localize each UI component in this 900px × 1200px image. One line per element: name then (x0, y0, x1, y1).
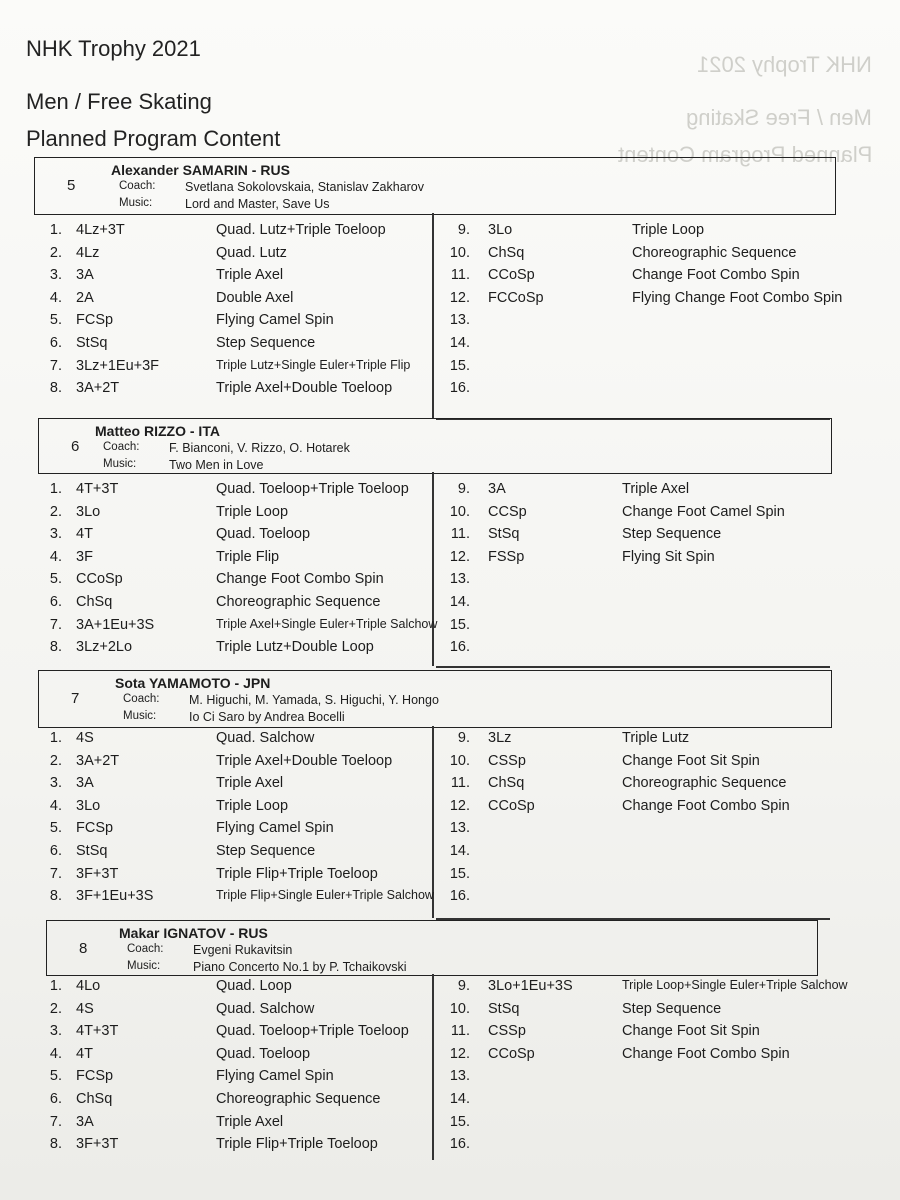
element-number: 15. (449, 1113, 470, 1130)
element-number: 1. (49, 978, 62, 994)
element-description: Quad. Toeloop+Triple Toeloop (216, 1023, 409, 1040)
element-number: 5. (49, 312, 62, 329)
element-code: FCSp (76, 312, 114, 329)
element-number: 10. (449, 503, 470, 520)
element-description: Triple Axel+Double Toeloop (216, 752, 393, 769)
element-number: 2. (49, 752, 62, 769)
element-number: 11. (450, 267, 470, 284)
element-number: 8. (49, 639, 62, 656)
element-number: 16. (449, 380, 470, 397)
element-number: 6. (49, 335, 62, 351)
element-description: Flying Camel Spin (216, 312, 334, 329)
element-number: 4. (49, 1045, 62, 1062)
element-description: Step Sequence (216, 335, 316, 351)
element-number: 16. (449, 888, 470, 905)
element-code: 3Lo (488, 222, 513, 238)
element-code: 3A+2T (76, 752, 120, 769)
element-code: FCSp (76, 1068, 114, 1085)
element-number: 6. (49, 843, 62, 859)
element-number: 16. (449, 639, 470, 656)
element-number: 12. (449, 1045, 470, 1062)
element-code: 4T+3T (76, 1023, 119, 1040)
music-label: Music: (103, 458, 137, 470)
element-number: 14. (449, 594, 470, 610)
element-code: CCoSp (488, 1045, 535, 1062)
column-divider (432, 213, 434, 418)
element-code: CCoSp (488, 267, 535, 284)
coach-value: M. Higuchi, M. Yamada, S. Higuchi, Y. Hongo (189, 693, 439, 707)
element-number: 5. (49, 571, 62, 588)
element-description: Change Foot Camel Spin (622, 503, 785, 520)
element-code: 3A (488, 481, 506, 497)
music-label: Music: (119, 197, 153, 209)
skater-name: Alexander SAMARIN - RUS (111, 162, 290, 178)
element-number: 11. (450, 775, 470, 792)
element-description: Choreographic Sequence (632, 244, 797, 261)
element-code: ChSq (76, 1091, 113, 1107)
element-code: StSq (76, 335, 108, 351)
element-description: Triple Axel (622, 481, 690, 497)
element-description: Triple Axel (216, 1113, 284, 1130)
element-code: FCCoSp (488, 289, 544, 306)
element-description: Triple Lutz+Double Loop (216, 639, 374, 656)
category-title: Men / Free Skating (26, 89, 212, 114)
music-value: Two Men in Love (169, 458, 264, 472)
section-divider (436, 666, 830, 668)
coach-label: Coach: (103, 441, 140, 453)
music-value: Lord and Master, Save Us (185, 197, 330, 211)
element-number: 10. (449, 1000, 470, 1017)
element-number: 2. (49, 244, 62, 261)
coach-value: Evgeni Rukavitsin (193, 943, 293, 957)
element-code: CCSp (488, 503, 527, 520)
element-code: 3A+1Eu+3S (76, 616, 155, 633)
bleed-through-text: NHK Trophy 2021 (697, 52, 872, 77)
coach-value: F. Bianconi, V. Rizzo, O. Hotarek (169, 441, 350, 455)
element-number: 9. (457, 730, 470, 746)
element-description: Quad. Lutz+Triple Toeloop (216, 222, 386, 238)
element-number: 13. (449, 1068, 470, 1085)
element-code: 4S (76, 1000, 94, 1017)
element-description: Step Sequence (622, 1000, 722, 1017)
element-code: 3Lz (488, 730, 512, 746)
element-code: 4Lo (76, 978, 101, 994)
music-label: Music: (127, 960, 161, 972)
element-number: 3. (49, 267, 62, 284)
element-number: 4. (49, 797, 62, 814)
start-number: 8 (79, 940, 88, 957)
element-description: Triple Flip+Single Euler+Triple Salchow (216, 888, 434, 903)
element-description: Triple Loop (216, 503, 289, 520)
element-number: 11. (450, 1023, 470, 1040)
element-description: Quad. Salchow (216, 730, 315, 746)
element-number: 13. (449, 820, 470, 837)
event-title: NHK Trophy 2021 (26, 36, 201, 61)
element-number: 7. (49, 616, 62, 633)
element-description: Triple Axel+Double Toeloop (216, 380, 393, 397)
element-description: Quad. Toeloop (216, 1045, 311, 1062)
coach-label: Coach: (119, 180, 156, 192)
element-description: Change Foot Combo Spin (632, 267, 800, 284)
skater-header-box (34, 157, 836, 215)
element-code: 3A (76, 775, 94, 792)
element-code: 3Lo+1Eu+3S (488, 978, 573, 994)
element-code: 3A (76, 267, 94, 284)
element-code: ChSq (488, 244, 525, 261)
element-code: 3A+2T (76, 380, 120, 397)
element-code: CCoSp (76, 571, 123, 588)
element-code: 3Lz+2Lo (76, 639, 133, 656)
element-code: 3F+1Eu+3S (76, 888, 154, 905)
element-description: Change Foot Combo Spin (216, 571, 384, 588)
coach-value: Svetlana Sokolovskaia, Stanislav Zakharov (185, 180, 425, 194)
element-code: StSq (488, 526, 520, 543)
element-code: 4Lz+3T (76, 222, 125, 238)
element-number: 8. (49, 380, 62, 397)
element-number: 3. (49, 526, 62, 543)
element-description: Choreographic Sequence (216, 594, 381, 610)
element-code: ChSq (76, 594, 113, 610)
element-number: 14. (449, 1091, 470, 1107)
element-number: 8. (49, 1136, 62, 1153)
element-number: 16. (449, 1136, 470, 1153)
element-code: 4T (76, 526, 93, 543)
element-number: 1. (49, 481, 62, 497)
element-code: 3F (76, 548, 93, 565)
element-number: 13. (449, 312, 470, 329)
element-description: Flying Sit Spin (622, 548, 715, 565)
element-code: ChSq (488, 775, 525, 792)
element-description: Triple Loop+Single Euler+Triple Salchow (622, 978, 848, 992)
element-number: 2. (49, 503, 62, 520)
element-number: 6. (49, 1091, 62, 1107)
element-description: Triple Axel (216, 775, 284, 792)
element-number: 1. (49, 730, 62, 746)
element-description: Flying Camel Spin (216, 820, 334, 837)
element-code: CSSp (488, 752, 526, 769)
element-code: 3A (76, 1113, 94, 1130)
music-value: Io Ci Saro by Andrea Bocelli (189, 710, 345, 724)
start-number: 5 (67, 177, 76, 194)
element-number: 12. (449, 289, 470, 306)
element-description: Triple Flip+Triple Toeloop (216, 865, 378, 882)
element-number: 11. (450, 526, 470, 543)
bleed-through-text: Men / Free Skating (686, 105, 872, 130)
element-number: 3. (49, 1023, 62, 1040)
element-number: 1. (49, 222, 62, 238)
document-title: Planned Program Content (26, 126, 281, 151)
column-divider (432, 472, 434, 666)
element-description: Triple Lutz+Single Euler+Triple Flip (216, 357, 411, 372)
element-number: 4. (49, 548, 62, 565)
column-divider (432, 974, 434, 1160)
element-description: Triple Lutz (622, 730, 690, 746)
skater-header-box (38, 418, 832, 474)
element-description: Triple Loop (632, 222, 705, 238)
element-description: Quad. Salchow (216, 1000, 315, 1017)
element-description: Triple Flip (216, 548, 280, 565)
element-number: 10. (449, 752, 470, 769)
skater-header-box (46, 920, 818, 976)
element-description: Triple Loop (216, 797, 289, 814)
element-code: 3F+3T (76, 865, 119, 882)
element-number: 14. (449, 843, 470, 859)
element-code: 3Lz+1Eu+3F (76, 357, 160, 374)
element-description: Flying Camel Spin (216, 1068, 334, 1085)
element-description: Step Sequence (216, 843, 316, 859)
element-number: 5. (49, 820, 62, 837)
music-label: Music: (123, 710, 157, 722)
element-code: FCSp (76, 820, 114, 837)
element-code: CCoSp (488, 797, 535, 814)
start-number: 7 (71, 690, 80, 707)
element-description: Double Axel (216, 289, 294, 306)
element-description: Quad. Loop (216, 978, 292, 994)
element-code: StSq (488, 1000, 520, 1017)
element-description: Change Foot Sit Spin (622, 1023, 760, 1040)
element-number: 3. (49, 775, 62, 792)
element-number: 6. (49, 594, 62, 610)
element-description: Quad. Lutz (216, 244, 287, 261)
element-number: 4. (49, 289, 62, 306)
element-description: Change Foot Combo Spin (622, 1045, 790, 1062)
element-number: 9. (457, 978, 470, 994)
element-number: 9. (457, 481, 470, 497)
element-code: 3F+3T (76, 1136, 119, 1153)
music-value: Piano Concerto No.1 by P. Tchaikovski (193, 960, 407, 974)
element-description: Quad. Toeloop+Triple Toeloop (216, 481, 409, 497)
element-description: Flying Change Foot Combo Spin (632, 289, 843, 306)
element-code: StSq (76, 843, 108, 859)
element-number: 7. (49, 1113, 62, 1130)
element-code: 3Lo (76, 797, 101, 814)
element-number: 13. (449, 571, 470, 588)
start-number: 6 (71, 438, 80, 455)
element-description: Triple Axel+Single Euler+Triple Salchow (216, 616, 438, 631)
element-description: Quad. Toeloop (216, 526, 311, 543)
element-number: 12. (449, 548, 470, 565)
element-description: Change Foot Combo Spin (622, 797, 790, 814)
element-number: 8. (49, 888, 62, 905)
element-number: 10. (449, 244, 470, 261)
element-code: 4S (76, 730, 94, 746)
element-number: 7. (49, 357, 62, 374)
skater-name: Makar IGNATOV - RUS (119, 925, 268, 941)
element-description: Choreographic Sequence (622, 775, 787, 792)
element-number: 15. (449, 357, 470, 374)
element-code: 4T (76, 1045, 93, 1062)
element-code: 2A (76, 289, 94, 306)
bleed-through-text: Planned Program Content (617, 142, 872, 167)
element-number: 12. (449, 797, 470, 814)
coach-label: Coach: (127, 943, 164, 955)
element-number: 15. (449, 865, 470, 882)
skater-name: Sota YAMAMOTO - JPN (115, 675, 271, 691)
element-code: CSSp (488, 1023, 526, 1040)
element-code: 4T+3T (76, 481, 119, 497)
element-code: 4Lz (76, 244, 100, 261)
element-description: Choreographic Sequence (216, 1091, 381, 1107)
element-code: 3Lo (76, 503, 101, 520)
element-description: Triple Axel (216, 267, 284, 284)
element-number: 7. (49, 865, 62, 882)
element-description: Triple Flip+Triple Toeloop (216, 1136, 378, 1153)
element-description: Change Foot Sit Spin (622, 752, 760, 769)
element-number: 5. (49, 1068, 62, 1085)
element-description: Step Sequence (622, 526, 722, 543)
skater-header-box (38, 670, 832, 728)
element-number: 9. (457, 222, 470, 238)
element-number: 2. (49, 1000, 62, 1017)
element-code: FSSp (488, 548, 525, 565)
skater-name: Matteo RIZZO - ITA (95, 423, 220, 439)
coach-label: Coach: (123, 693, 160, 705)
element-number: 14. (449, 335, 470, 351)
element-number: 15. (449, 616, 470, 633)
